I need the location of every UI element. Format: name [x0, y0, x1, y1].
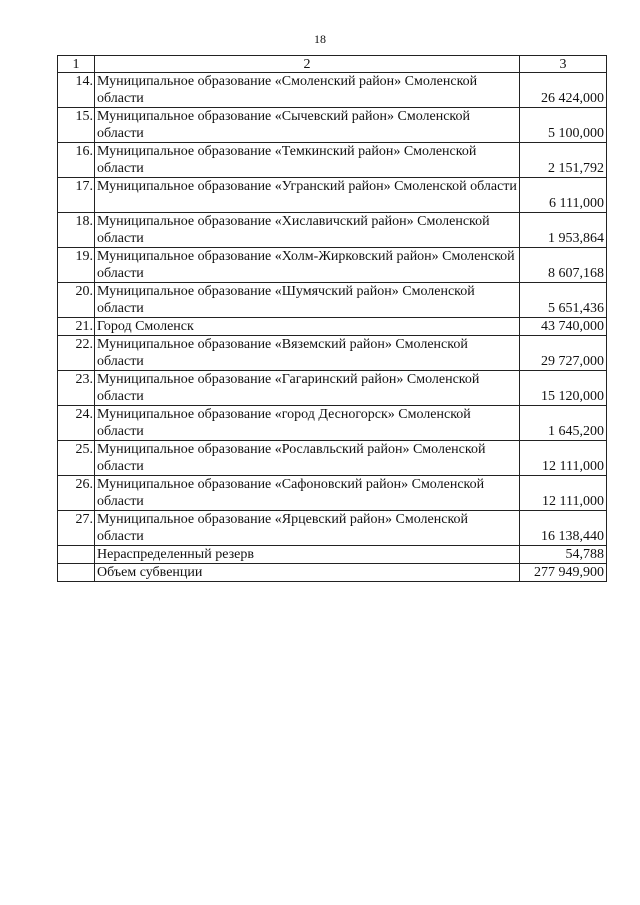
row-amount: 26 424,000	[520, 73, 607, 108]
row-number: 23.	[58, 371, 95, 406]
row-number	[58, 564, 95, 582]
subvention-table	[57, 55, 607, 582]
row-name: Муниципальное образование «Шумячский район» Смоленской области	[95, 283, 520, 318]
page-number: 18	[314, 32, 326, 46]
row-amount: 1 645,200	[520, 406, 607, 441]
row-name: Муниципальное образование «Угранский район» Смоленской области	[95, 178, 520, 213]
row-amount: 43 740,000	[520, 318, 607, 336]
row-amount: 2 151,792	[520, 143, 607, 178]
row-name: Муниципальное образование «Сафоновский район» Смоленской области	[95, 476, 520, 511]
table-row	[58, 511, 607, 546]
row-number: 14.	[58, 73, 95, 108]
row-name: Муниципальное образование «Холм-Жирковский район» Смоленской области	[95, 248, 520, 283]
row-number: 18.	[58, 213, 95, 248]
row-name: Муниципальное образование «Смоленский район» Смоленской области	[95, 73, 520, 108]
table-header-row	[58, 56, 607, 73]
row-number: 20.	[58, 283, 95, 318]
row-amount: 29 727,000	[520, 336, 607, 371]
row-number: 17.	[58, 178, 95, 213]
row-number: 15.	[58, 108, 95, 143]
row-name: Муниципальное образование «Темкинский район» Смоленской области	[95, 143, 520, 178]
row-name: Муниципальное образование «Сычевский район» Смоленской области	[95, 108, 520, 143]
table-row	[58, 441, 607, 476]
row-number: 26.	[58, 476, 95, 511]
table-row	[58, 248, 607, 283]
table-row	[58, 476, 607, 511]
row-name: Муниципальное образование «Рославльский район» Смоленской области	[95, 441, 520, 476]
table-row	[58, 336, 607, 371]
row-number: 21.	[58, 318, 95, 336]
row-number: 16.	[58, 143, 95, 178]
row-number: 25.	[58, 441, 95, 476]
row-name: Муниципальное образование «Ярцевский район» Смоленской области	[95, 511, 520, 546]
total-label: Объем субвенции	[95, 564, 520, 582]
row-name: Муниципальное образование «Хиславичский район» Смоленской области	[95, 213, 520, 248]
row-number: 27.	[58, 511, 95, 546]
header-col-2: 2	[95, 56, 520, 73]
row-name: Муниципальное образование «Гагаринский район» Смоленской области	[95, 371, 520, 406]
row-name: Город Смоленск	[95, 318, 520, 336]
table-row	[58, 406, 607, 441]
row-number: 24.	[58, 406, 95, 441]
table-row	[58, 108, 607, 143]
row-amount: 5 651,436	[520, 283, 607, 318]
header-col-3: 3	[520, 56, 607, 73]
table-row	[58, 371, 607, 406]
table-row	[58, 143, 607, 178]
table-row	[58, 283, 607, 318]
reserve-row	[58, 546, 607, 564]
total-amount: 277 949,900	[520, 564, 607, 582]
reserve-label: Нераспределенный резерв	[95, 546, 520, 564]
row-name: Муниципальное образование «город Десногорск» Смоленской области	[95, 406, 520, 441]
row-amount: 8 607,168	[520, 248, 607, 283]
row-amount: 12 111,000	[520, 441, 607, 476]
table-row	[58, 178, 607, 213]
row-amount: 12 111,000	[520, 476, 607, 511]
row-name: Муниципальное образование «Вяземский район» Смоленской области	[95, 336, 520, 371]
row-amount: 16 138,440	[520, 511, 607, 546]
header-col-1: 1	[58, 56, 95, 73]
table-row	[58, 213, 607, 248]
total-row	[58, 564, 607, 582]
reserve-amount: 54,788	[520, 546, 607, 564]
table-row	[58, 318, 607, 336]
row-number	[58, 546, 95, 564]
row-amount: 5 100,000	[520, 108, 607, 143]
table-row	[58, 73, 607, 108]
row-amount: 1 953,864	[520, 213, 607, 248]
row-number: 22.	[58, 336, 95, 371]
row-amount: 15 120,000	[520, 371, 607, 406]
row-amount: 6 111,000	[520, 178, 607, 213]
row-number: 19.	[58, 248, 95, 283]
